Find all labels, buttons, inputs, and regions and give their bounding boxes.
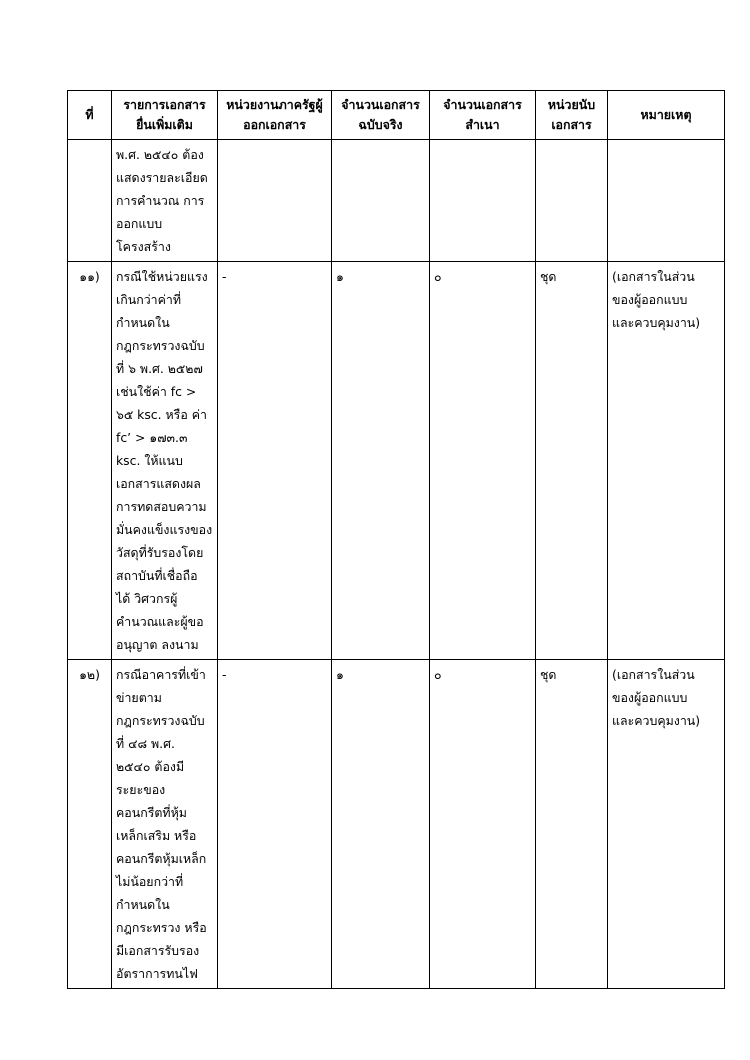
- col-copy-header: [430, 91, 536, 140]
- agency-cell: -: [218, 660, 332, 989]
- item-line: กฎกระทรวง หรือ: [116, 920, 207, 935]
- item-line: สถาบันที่เชื่อถือ: [116, 568, 198, 583]
- item-line: ได้ วิศวกรผู้: [116, 591, 178, 606]
- row-number: ๑๑): [68, 262, 112, 660]
- item-line: มั่นคงแข็งแรงของ: [116, 522, 213, 537]
- header-line: หมายเหตุ: [640, 107, 692, 122]
- item-line: กฎกระทรวงฉบับ: [116, 338, 205, 353]
- header-line: ยื่นเพิ่มเติม: [136, 117, 193, 132]
- item-line: กฎกระทรวงฉบับ: [116, 713, 205, 728]
- note-cell: [608, 262, 725, 660]
- item-line: ๖๕ ksc. หรือ ค่า: [116, 407, 207, 422]
- header-line: จำนวนเอกสาร: [341, 97, 420, 112]
- item-line: คอนกรีตที่หุ้ม: [116, 805, 187, 820]
- item-line: แสดงรายละเอียด: [116, 170, 208, 185]
- item-description: [112, 660, 218, 989]
- unit-cell: ชุด: [536, 262, 608, 660]
- unit-cell: [536, 140, 608, 262]
- note-line: (เอกสารในส่วน: [612, 667, 695, 682]
- item-line: กำหนดใน: [116, 897, 170, 912]
- item-line: เอกสารแสดงผล: [116, 476, 201, 491]
- header-line: ออกเอกสาร: [243, 117, 306, 132]
- note-line: ของผู้ออกแบบ: [612, 292, 688, 307]
- item-description: [112, 262, 218, 660]
- header-line: จำนวนเอกสาร: [443, 97, 522, 112]
- item-line: ๒๕๔๐ ต้องมี: [116, 759, 185, 774]
- item-line: อัตราการทนไฟ: [116, 966, 198, 981]
- document-table: [67, 90, 725, 989]
- header-line: สำเนา: [465, 117, 500, 132]
- original-cell: ๑: [332, 660, 430, 989]
- header-line: ที่: [85, 107, 94, 122]
- item-line: ksc. ให้แนบ: [116, 453, 183, 468]
- note-line: (เอกสารในส่วน: [612, 269, 695, 284]
- item-line: การทดสอบความ: [116, 499, 207, 514]
- col-unit-header: [536, 91, 608, 140]
- agency-cell: [218, 140, 332, 262]
- item-line: ที่ ๔๘ พ.ศ.: [116, 736, 175, 751]
- header-line: หน่วยนับ: [547, 97, 596, 112]
- col-no-header: [68, 91, 112, 140]
- header-line: รายการเอกสาร: [123, 97, 206, 112]
- item-line: เช่นใช้ค่า fc >: [116, 384, 197, 399]
- item-line: ระยะของ: [116, 782, 166, 797]
- item-line: คำนวณและผู้ขอ: [116, 614, 204, 629]
- note-cell: [608, 660, 725, 989]
- col-agency-header: [218, 91, 332, 140]
- item-line: กรณีใช้หน่วยแรง: [116, 269, 208, 284]
- table-body: [68, 140, 725, 989]
- agency-cell: -: [218, 262, 332, 660]
- item-line: กำหนดใน: [116, 315, 170, 330]
- item-line: เหล็กเสริม หรือ: [116, 828, 197, 843]
- col-item-header: [112, 91, 218, 140]
- note-cell: [608, 140, 725, 262]
- note-line: และควบคุมงาน): [612, 713, 701, 728]
- original-cell: [332, 140, 430, 262]
- unit-cell: ชุด: [536, 660, 608, 989]
- copy-cell: ๐: [430, 660, 536, 989]
- item-line: คอนกรีตหุ้มเหล็ก: [116, 851, 207, 866]
- item-line: กรณีอาคารที่เข้า: [116, 667, 206, 682]
- note-line: และควบคุมงาน): [612, 315, 701, 330]
- item-line: ออกแบบ: [116, 216, 163, 231]
- table-row: [68, 262, 725, 660]
- header-row: [68, 91, 725, 140]
- header-line: ฉบับจริง: [358, 117, 403, 132]
- item-line: ไม่น้อยกว่าที่: [116, 874, 184, 889]
- row-number: [68, 140, 112, 262]
- copy-cell: [430, 140, 536, 262]
- item-line: fc’ > ๑๗๓.๓: [116, 430, 188, 445]
- item-line: การคำนวณ การ: [116, 193, 205, 208]
- item-line: มีเอกสารรับรอง: [116, 943, 200, 958]
- row-number: ๑๒): [68, 660, 112, 989]
- col-original-header: [332, 91, 430, 140]
- item-line: ที่ ๖ พ.ศ. ๒๕๒๗: [116, 361, 203, 376]
- item-line: ข่ายตาม: [116, 690, 162, 705]
- item-line: เกินกว่าค่าที่: [116, 292, 182, 307]
- col-note-header: [608, 91, 725, 140]
- item-line: โครงสร้าง: [116, 239, 171, 254]
- header-line: หน่วยงานภาครัฐผู้: [226, 97, 323, 112]
- item-line: อนุญาต ลงนาม: [116, 637, 199, 652]
- note-line: ของผู้ออกแบบ: [612, 690, 688, 705]
- item-description: [112, 140, 218, 262]
- table-row: [68, 660, 725, 989]
- header-line: เอกสาร: [551, 117, 592, 132]
- original-cell: ๑: [332, 262, 430, 660]
- copy-cell: ๐: [430, 262, 536, 660]
- item-line: พ.ศ. ๒๕๔๐ ต้อง: [116, 147, 204, 162]
- table-row: [68, 140, 725, 262]
- item-line: วัสดุที่รับรองโดย: [116, 545, 204, 560]
